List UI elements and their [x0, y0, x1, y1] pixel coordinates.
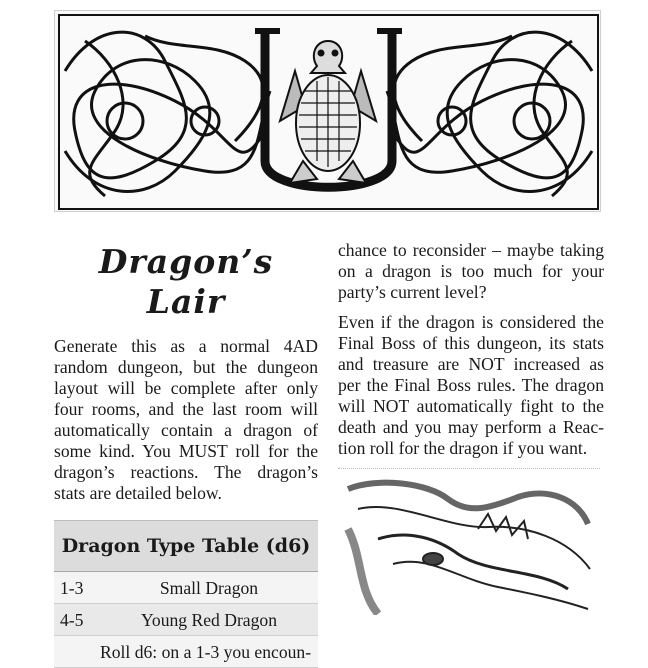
table-row: [54, 572, 318, 604]
dragon-head-illustration: [338, 468, 600, 615]
result-cell: Small Dragon: [159, 578, 259, 598]
result-cell: Young Red Dragon: [140, 610, 278, 630]
roll-cell: 4-5: [60, 610, 84, 630]
final-boss-paragraph: Even if the dragon is considered the Final Boss of this dungeon, its stats and treasure are NOT increased as per the Final Boss rules. The dragon will NOT automatically fight to the death and you may perform a Reaction roll for the dragon if you want.: [338, 312, 604, 458]
section-heading: Dragon’s Lair: [98, 242, 274, 321]
right-column: [338, 240, 604, 468]
intro-paragraph: Generate this as a normal 4AD random dungeon, but the dungeon layout will be complete after only four rooms, and the last room will automatically contain a dragon of some kind. You MUST roll for the dragon’s reactions. The dragon’s stats are detailed below.: [54, 336, 318, 503]
dragon-head-art: [338, 469, 600, 615]
dragon-type-table: [54, 520, 318, 668]
left-column: [54, 240, 318, 668]
table-row: [54, 636, 318, 668]
roll-cell: [54, 636, 100, 667]
result-cell: Roll d6: on a 1-3 you encoun-: [100, 642, 312, 662]
roll-cell: 1-3: [60, 578, 84, 598]
celtic-knot-dragon-banner: [54, 10, 601, 212]
banner-art: [55, 11, 601, 212]
table-row: [54, 604, 318, 636]
continued-paragraph: chance to reconsider – maybe taking on a dragon is too much for your party’s current level?: [338, 240, 604, 302]
table-title: Dragon Type Table (d6): [54, 521, 318, 572]
